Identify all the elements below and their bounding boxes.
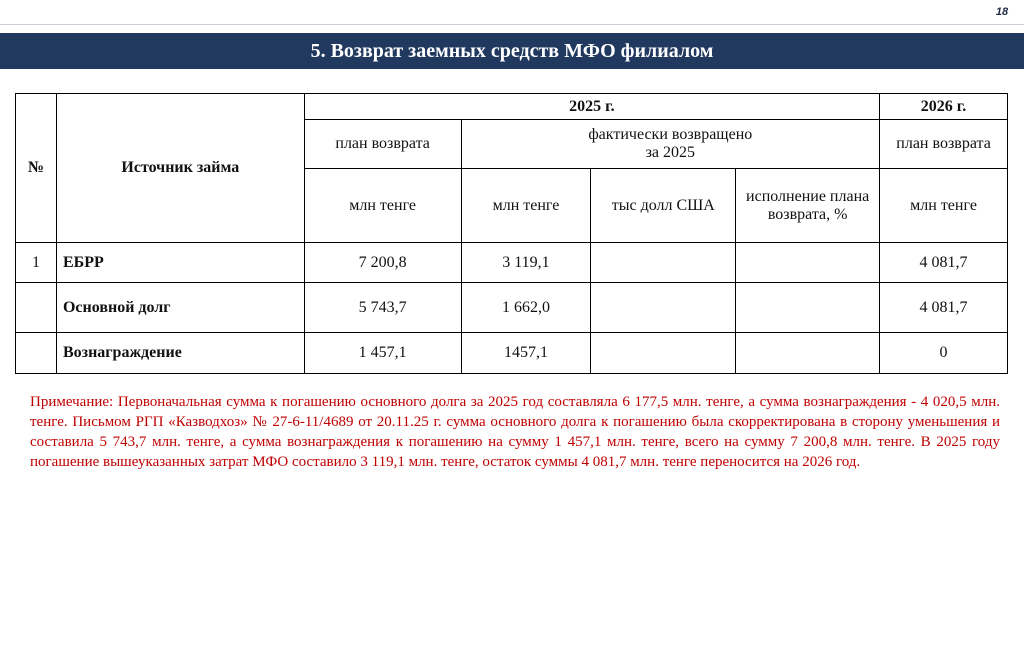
row-plan-2025: 5 743,7 (304, 283, 461, 333)
unit-actual-mln: млн тенге (461, 169, 591, 243)
table-row (16, 333, 1008, 374)
row-actual-mln: 1457,1 (461, 333, 591, 374)
row-exec-pct (736, 333, 880, 374)
row-plan-2025: 7 200,8 (304, 243, 461, 283)
row-source: Основной долг (56, 283, 304, 333)
row-plan-2026: 0 (880, 333, 1008, 374)
unit-plan-2025: млн тенге (304, 169, 461, 243)
row-plan-2026: 4 081,7 (880, 283, 1008, 333)
row-actual-mln: 1 662,0 (461, 283, 591, 333)
row-num (16, 333, 57, 374)
row-exec-pct (736, 283, 880, 333)
header-source: Источник займа (56, 94, 304, 243)
header-year-2026: 2026 г. (880, 94, 1008, 120)
row-plan-2025: 1 457,1 (304, 333, 461, 374)
header-actual-line1: фактически возвращено (588, 126, 753, 143)
loan-repayment-table (15, 93, 1008, 374)
unit-execution-pct: исполнение плана возврата, % (736, 169, 880, 243)
header-actual-2025 (461, 120, 880, 169)
header-actual-line2: за 2025 (645, 144, 696, 161)
header-num: № (16, 94, 57, 243)
page-title: 5. Возврат заемных средств МФО филиалом (310, 39, 714, 62)
row-actual-usd (591, 333, 736, 374)
row-num (16, 283, 57, 333)
row-exec-pct (736, 243, 880, 283)
top-divider (0, 24, 1024, 25)
unit-plan-2026: млн тенге (880, 169, 1008, 243)
unit-actual-usd: тыс долл США (591, 169, 736, 243)
row-source: ЕБРР (56, 243, 304, 283)
title-banner (0, 33, 1024, 69)
header-year-2025: 2025 г. (304, 94, 879, 120)
table-row (16, 283, 1008, 333)
header-plan-2026: план возврата (880, 120, 1008, 169)
row-actual-mln: 3 119,1 (461, 243, 591, 283)
footnote: Примечание: Первоначальная сумма к погашению основного долга за 2025 год составляла 6 177,5 млн. тенге, а сумма вознаграждения - 4 020,5 млн. тенге. Письмом РГП «Казводхоз» № 27-6-11/4689 от 20.11.25 г. сумма основного долга к погашению была скорректирована в сторону уменьшения и составила 5 743,7 млн. тенге, а сумма вознаграждения к погашению на сумму 1 457,1 млн. тенге, всего на сумму 7 200,8 млн. тенге. В 2025 году погашение вышеуказанных затрат МФО составило 3 119,1 млн. тенге, остаток суммы 4 081,7 млн. тенге переносится на 2026 год. (30, 394, 1000, 470)
row-source: Вознаграждение (56, 333, 304, 374)
header-row-years (16, 94, 1008, 120)
row-actual-usd (591, 283, 736, 333)
row-plan-2026: 4 081,7 (880, 243, 1008, 283)
header-plan-2025: план возврата (304, 120, 461, 169)
table-row (16, 243, 1008, 283)
row-num: 1 (16, 243, 57, 283)
row-actual-usd (591, 243, 736, 283)
page-number: 18 (995, 6, 1009, 18)
